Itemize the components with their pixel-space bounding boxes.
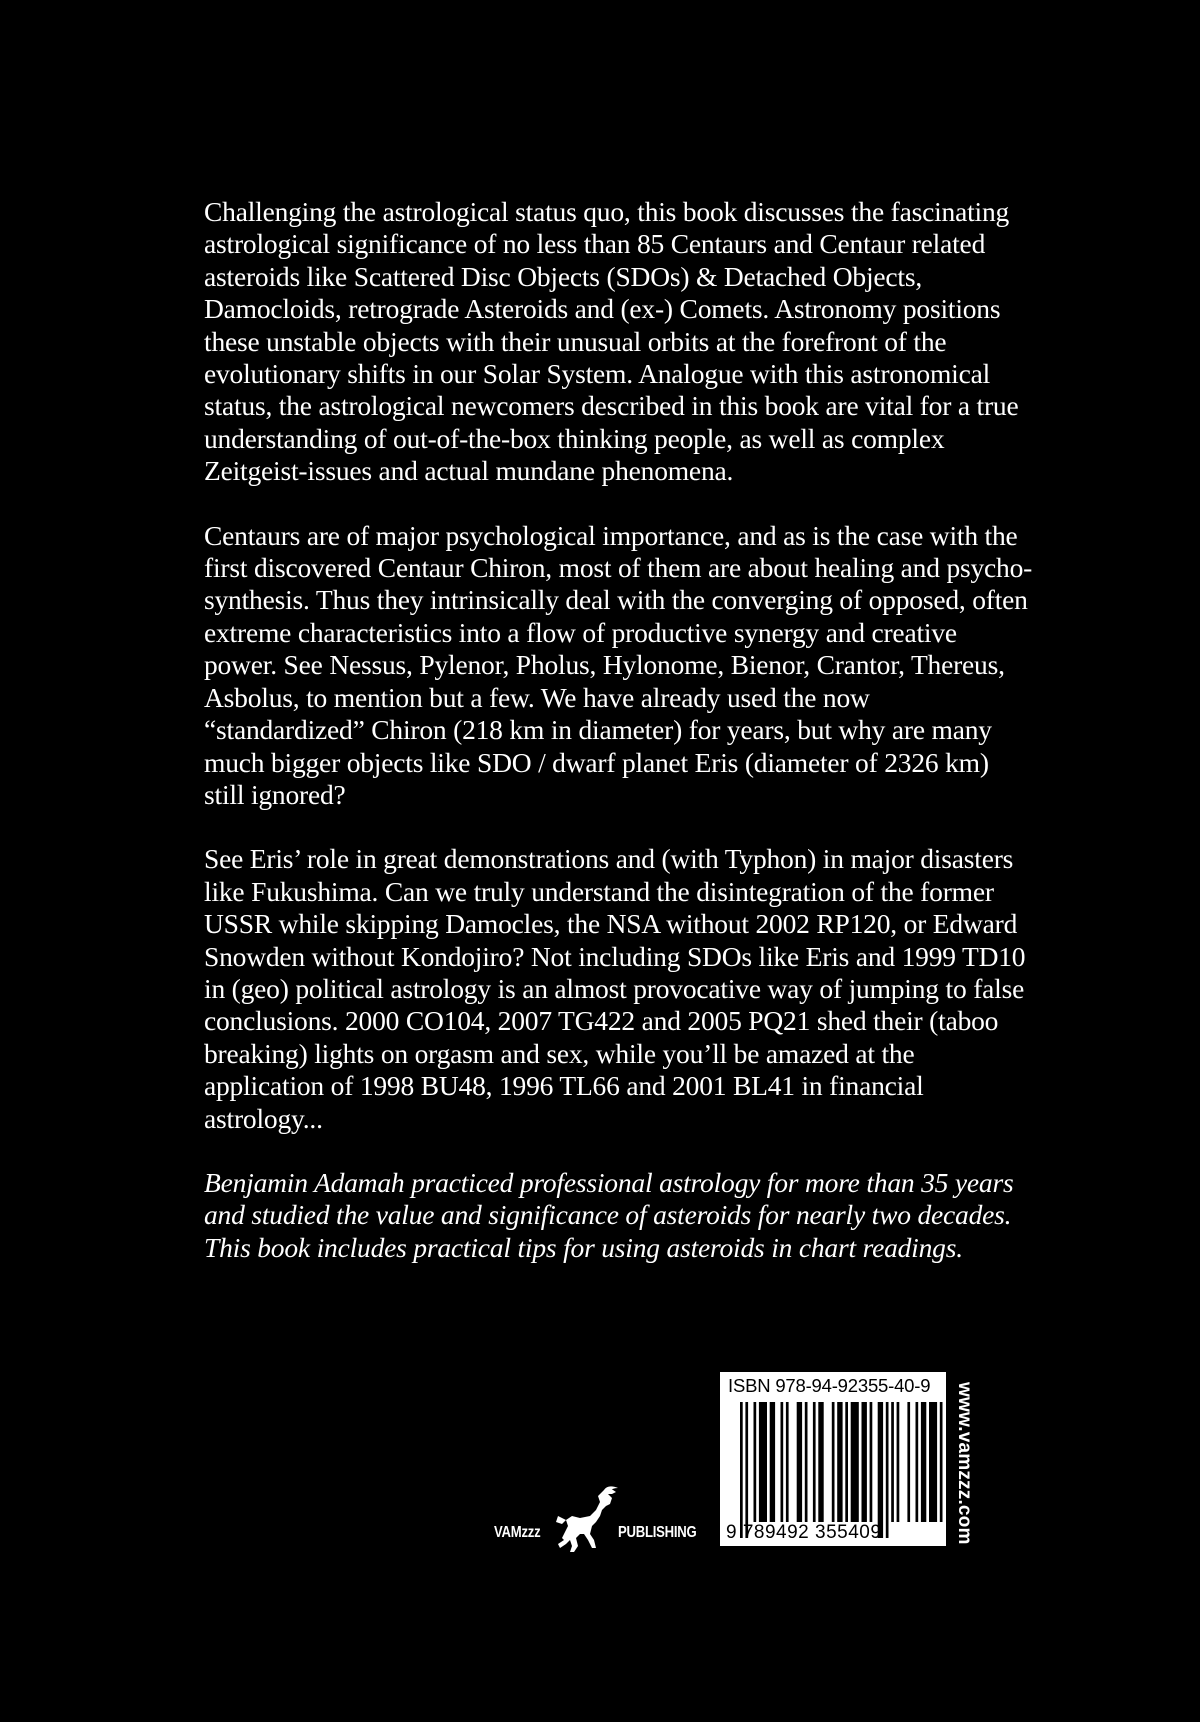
barcode-bar — [921, 1402, 926, 1522]
barcode-bar — [916, 1402, 919, 1522]
barcode-bar — [813, 1402, 816, 1522]
barcode-bar — [886, 1402, 889, 1538]
barcode-bar — [891, 1402, 894, 1522]
blurb-paragraph-2: Centaurs are of major psychological importance, and as is the case with the first discovered Centaur Chiron, most of them are about healing and psycho-synthesis. Thus they intrinsically deal with the converging of opposed, often extreme characteristics into a flow of productive synergy and creative power. See Nessus, Pylenor, Pholus, Hylonome, Bienor, Crantor, Thereus, Asbolus, to mention but a few. We have already used the now “standardized” Chiron (218 km in diameter) for years, but why are many much bigger objects like SDO / dwarf planet Eris (diameter of 2326 km) still ignored? — [204, 519, 1033, 810]
barcode-bar — [845, 1402, 848, 1522]
barcode-bar — [770, 1402, 775, 1522]
barcode-bar — [818, 1402, 823, 1522]
barcode-bar — [862, 1402, 867, 1522]
blurb-paragraph-3: See Eris’ role in great demonstrations and (with Typhon) in major disasters like Fukushima. Can we truly understand the disintegration of the former USSR while skipping Damocles, the NSA without 2002 RP120, or Edward Snowden without Kondojiro? Not including SDOs like Eris and 1999 TD10 in (geo) political astrology is an almost provocative way of jumping to false conclusions. 2000 CO104, 2007 TG422 and 2005 PQ21 shed their (taboo breaking) lights on orgasm and sex, while you’ll be amazed at the application of 1998 BU48, 1996 TL66 and 2001 BL41 in financial astrology... — [204, 843, 1026, 1134]
barcode-bar — [940, 1402, 943, 1522]
barcode-bar — [781, 1402, 784, 1522]
barcode-bar — [837, 1402, 842, 1522]
isbn-barcode — [720, 1372, 946, 1546]
barcode-bars — [720, 1372, 946, 1546]
barcode-bar — [754, 1402, 757, 1522]
barcode-bar — [851, 1402, 859, 1522]
blurb-paragraph-1: Challenging the astrological status quo, this book discusses the fascinating astrological significance of no less than 85 Centaurs and Centaur related asteroids like Scattered Disc Objects (SDOs) & Detached Objects, Damocloids, retrograde Asteroids and (ex-) Comets. Astronomy positions these unstable objects with their unusual orbits at the forefront of the evolutionary shifts in our Solar System. Analogue with this astronomical status, the astrological newcomers described in this book are vital for a true understanding of out-of-the-box thinking people, as well as complex Zeitgeist-issues and actual mundane phenomena. — [204, 196, 1019, 487]
barcode-bar — [832, 1402, 835, 1522]
author-bio: Benjamin Adamah practiced professional astrology for more than 35 years and studied the value and significance of asteroids for nearly two decades. This book includes practical tips for using asteroids in chart readings. — [204, 1166, 1014, 1263]
barcode-bar — [878, 1402, 883, 1538]
publisher-logo-left-text: VAMzzz — [494, 1524, 541, 1541]
publisher-website: www.vamzzz.com — [954, 1382, 975, 1545]
isbn-label: ISBN 978-94-92355-40-9 — [728, 1375, 931, 1396]
barcode-digits: 9 789492 355409 — [726, 1522, 882, 1543]
barcode-bar — [797, 1402, 802, 1522]
barcode-bar — [929, 1402, 937, 1522]
barcode-bar — [907, 1402, 910, 1522]
barcode-bar — [897, 1402, 900, 1522]
back-cover-blurb — [204, 196, 1034, 1296]
publisher-logo-right-text: PUBLISHING — [618, 1524, 697, 1541]
barcode-bar — [745, 1402, 748, 1538]
barcode-bar — [805, 1402, 808, 1522]
barcode-bar — [740, 1402, 743, 1538]
barcode-bar — [870, 1402, 873, 1522]
barcode-bar — [759, 1402, 767, 1522]
barcode-bar — [786, 1402, 789, 1522]
publisher-logo — [494, 1486, 704, 1556]
leaping-goat-icon — [552, 1486, 622, 1556]
